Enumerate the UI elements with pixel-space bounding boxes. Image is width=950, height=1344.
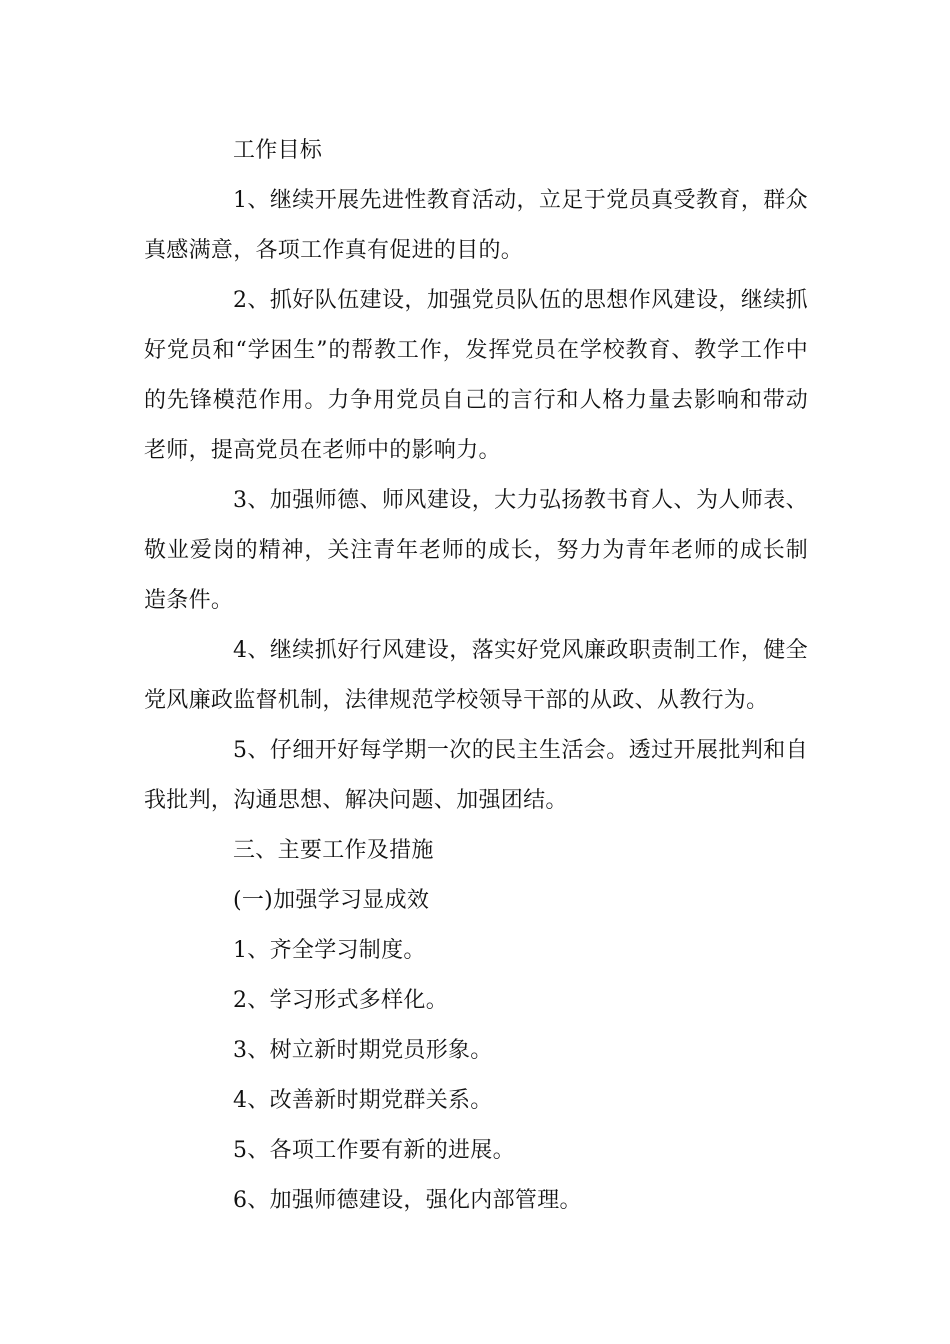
paragraph-goal-2: 2、抓好队伍建设，加强党员队伍的思想作风建设，继续抓好党员和“学困生”的帮教工作，发挥党员在学校教育、教学工作中的先锋模范作用。力争用党员自己的言行和人格力量去影响和带动老师，提高党员在老师中的影响力。 <box>144 288 808 463</box>
paragraph-goal-1: 1、继续开展先进性教育活动，立足于党员真受教育，群众真感满意，各项工作真有促进的目的。 <box>144 188 808 263</box>
list-item-3: 3、树立新时期党员形象。 <box>233 1038 493 1063</box>
paragraph-goal-3: 3、加强师德、师风建设，大力弘扬教书育人、为人师表、敬业爱岗的精神，关注青年老师的成长，努力为青年老师的成长制造条件。 <box>144 488 808 613</box>
section-heading-main-work: 三、主要工作及措施 <box>233 838 434 863</box>
section-heading-work-goals: 工作目标 <box>233 138 323 163</box>
list-item-4: 4、改善新时期党群关系。 <box>233 1088 493 1113</box>
list-item-6: 6、加强师德建设，强化内部管理。 <box>233 1188 582 1213</box>
paragraph-goal-4: 4、继续抓好行风建设，落实好党风廉政职责制工作，健全党风廉政监督机制，法律规范学校领导干部的从政、从教行为。 <box>144 638 808 713</box>
list-item-5: 5、各项工作要有新的进展。 <box>233 1138 515 1163</box>
subsection-heading-study: (一)加强学习显成效 <box>233 888 430 913</box>
list-item-2: 2、学习形式多样化。 <box>233 988 448 1013</box>
document-body <box>144 126 808 1226</box>
list-item-1: 1、齐全学习制度。 <box>233 938 426 963</box>
paragraph-goal-5: 5、仔细开好每学期一次的民主生活会。透过开展批判和自我批判，沟通思想、解决问题、加强团结。 <box>144 738 808 813</box>
